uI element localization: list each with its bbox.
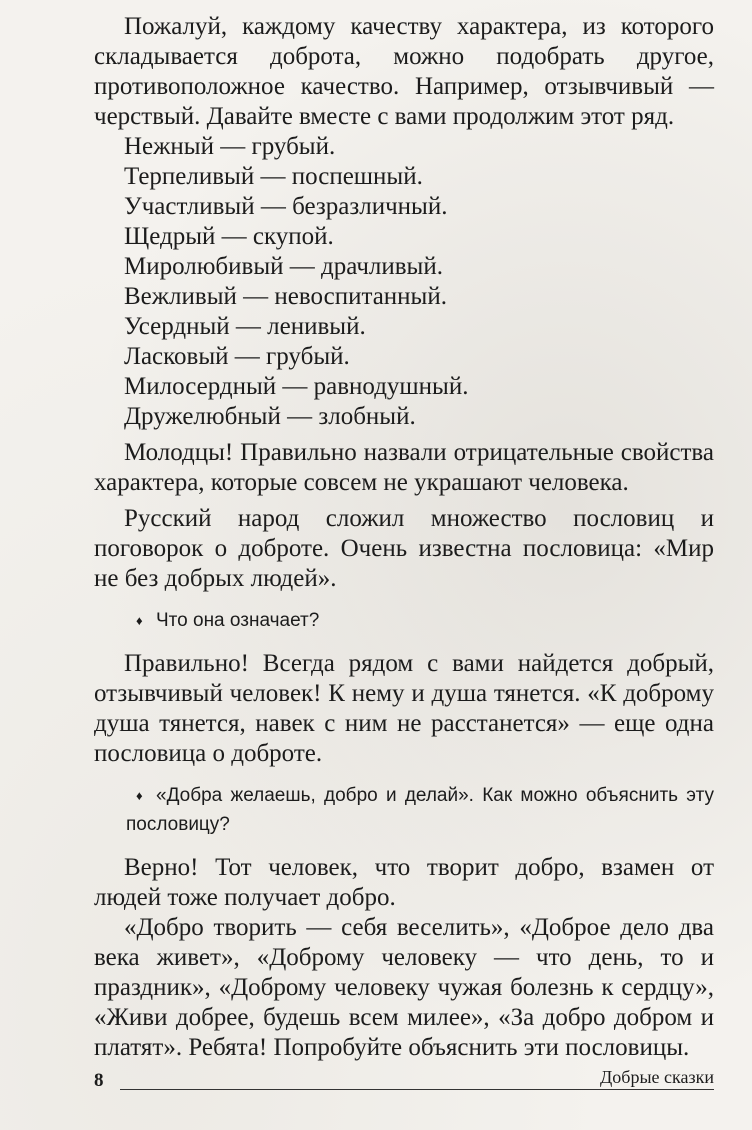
paragraph-antonyms-intro: Пожалуй, каждому качеству характера, из которого складывается доброта, можно подобрать другое, противоположное качество. Например, отзывчивый — черствый. Давайте вместе с вами продолжим этот ряд. bbox=[94, 13, 714, 130]
running-title: Добрые сказки bbox=[600, 1067, 714, 1087]
paragraph-proverb-explanation: Правильно! Всегда рядом с вами найдется добрый, отзывчивый человек! К нему и душа тянется. «К доброму душа тянется, навек с ним не расстанется» — еще одна пословица о доброте. bbox=[94, 650, 714, 767]
diamond-bullet-icon: ♦ bbox=[136, 788, 143, 803]
page-number: 8 bbox=[94, 1070, 104, 1091]
page-footer bbox=[94, 1066, 714, 1092]
paragraph-praise: Молодцы! Правильно назвали отрицательные свойства характера, которые совсем не украшают человека. bbox=[94, 439, 714, 496]
paragraph-proverbs-list: «Добро творить — себя веселить», «Доброе дело два века живет», «Доброму человеку — что день, то и праздник», «Доброму человеку чужая болезнь к сердцу», «Живи добрее, будешь всем милее», «За добро добром и платят». Ребята! Попробуйте объяснить эти пословицы. bbox=[94, 914, 714, 1061]
antonym-pairs-list bbox=[94, 132, 714, 432]
list-item: Нежный — грубый. bbox=[124, 133, 336, 160]
question-text: «Добра желаешь, добро и делай». Как можно объяснить эту пословицу? bbox=[126, 785, 714, 835]
list-item: Терпеливый — поспешный. bbox=[124, 163, 423, 190]
page-body bbox=[94, 12, 714, 1063]
paragraph-answer: Верно! Тот человек, что творит добро, взамен от людей тоже получает добро. bbox=[94, 854, 714, 911]
question-item bbox=[94, 781, 714, 839]
list-item: Вежливый — невоспитанный. bbox=[124, 283, 447, 310]
list-item: Миролюбивый — драчливый. bbox=[124, 253, 443, 280]
list-item: Усердный — ленивый. bbox=[124, 313, 366, 340]
list-item: Милосердный — равнодушный. bbox=[124, 373, 469, 400]
paragraph-proverb-intro: Русский народ сложил множество пословиц и поговорок о доброте. Очень известна пословица: «Мир не без добрых людей». bbox=[94, 505, 714, 592]
list-item: Щедрый — скупой. bbox=[124, 223, 334, 250]
list-item: Дружелюбный — злобный. bbox=[124, 403, 416, 430]
footer-divider bbox=[120, 1089, 714, 1090]
question-text: Что она означает? bbox=[156, 610, 320, 631]
question-item bbox=[94, 606, 714, 635]
diamond-bullet-icon: ♦ bbox=[136, 613, 143, 628]
list-item: Участливый — безразличный. bbox=[124, 193, 448, 220]
list-item: Ласковый — грубый. bbox=[124, 343, 350, 370]
